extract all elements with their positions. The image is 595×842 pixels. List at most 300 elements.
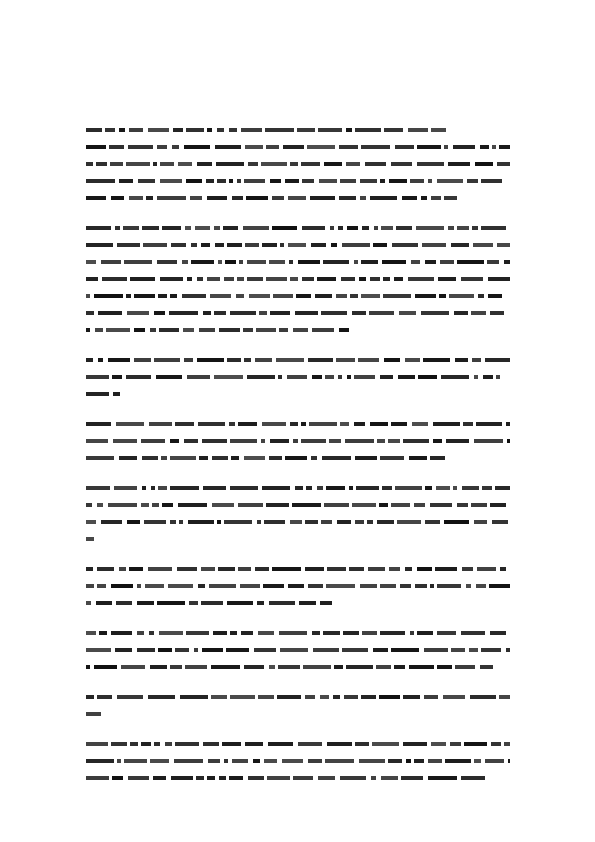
text-line — [86, 736, 510, 753]
word-mark — [435, 567, 457, 571]
word-mark — [318, 128, 342, 132]
word-mark — [86, 759, 114, 763]
word-mark — [381, 226, 393, 230]
word-mark — [347, 375, 351, 379]
word-mark — [141, 439, 165, 443]
word-mark — [95, 328, 103, 332]
word-mark — [293, 439, 298, 443]
word-mark — [324, 503, 349, 507]
word-mark — [418, 375, 437, 379]
word-mark — [476, 584, 486, 588]
word-mark — [116, 601, 132, 605]
text-line — [86, 642, 510, 659]
word-mark — [369, 311, 394, 315]
word-mark — [203, 742, 219, 746]
word-mark — [296, 294, 311, 298]
word-mark — [202, 439, 227, 443]
word-mark — [497, 243, 510, 247]
word-mark — [379, 695, 400, 699]
word-mark — [241, 128, 262, 132]
word-mark — [94, 665, 117, 669]
word-mark — [481, 648, 501, 652]
word-mark — [134, 358, 151, 362]
word-mark — [416, 226, 444, 230]
text-line — [86, 271, 510, 288]
word-mark — [172, 145, 179, 149]
word-mark — [280, 648, 308, 652]
word-mark — [340, 776, 366, 780]
text-line — [86, 625, 510, 642]
word-mark — [355, 742, 369, 746]
word-mark — [415, 294, 436, 298]
word-mark — [270, 439, 289, 443]
word-mark — [389, 179, 407, 183]
word-mark — [305, 567, 324, 571]
word-mark — [311, 243, 326, 247]
word-mark — [174, 759, 203, 763]
word-mark — [86, 422, 111, 426]
word-mark — [254, 648, 276, 652]
word-mark — [301, 162, 320, 166]
word-mark — [128, 776, 149, 780]
word-mark — [349, 486, 353, 490]
word-mark — [119, 456, 137, 460]
word-mark — [457, 503, 468, 507]
word-mark — [424, 695, 438, 699]
word-mark — [177, 567, 197, 571]
word-mark — [217, 179, 226, 183]
word-mark — [444, 145, 448, 149]
word-mark — [346, 665, 373, 669]
word-mark — [227, 243, 242, 247]
word-mark — [301, 439, 326, 443]
word-mark — [423, 358, 450, 362]
word-mark — [499, 145, 510, 149]
word-mark — [285, 456, 307, 460]
word-mark — [474, 439, 503, 443]
word-mark — [245, 145, 263, 149]
word-mark — [86, 162, 93, 166]
word-mark — [169, 311, 198, 315]
word-mark — [183, 328, 194, 332]
word-mark — [430, 456, 445, 460]
word-mark — [175, 742, 199, 746]
word-mark — [334, 665, 343, 669]
word-mark — [395, 145, 414, 149]
word-mark — [295, 486, 303, 490]
word-mark — [373, 648, 388, 652]
word-mark — [179, 520, 183, 524]
text-line — [86, 352, 510, 369]
word-mark — [443, 695, 465, 699]
word-mark — [397, 520, 421, 524]
word-mark — [209, 584, 236, 588]
word-mark — [238, 567, 251, 571]
word-mark — [280, 243, 284, 247]
word-mark — [299, 601, 316, 605]
word-mark — [273, 294, 293, 298]
word-mark — [490, 631, 506, 635]
word-mark — [211, 695, 227, 699]
word-mark — [354, 375, 375, 379]
word-mark — [400, 584, 411, 588]
word-mark — [417, 145, 441, 149]
word-mark — [297, 128, 315, 132]
word-mark — [151, 486, 155, 490]
word-mark — [114, 486, 137, 490]
word-mark — [361, 260, 378, 264]
paragraph — [86, 689, 510, 723]
word-mark — [101, 260, 121, 264]
word-mark — [451, 648, 465, 652]
word-mark — [144, 520, 166, 524]
text-line — [86, 220, 510, 237]
word-mark — [101, 520, 122, 524]
word-mark — [255, 567, 269, 571]
word-mark — [129, 567, 143, 571]
word-mark — [380, 375, 393, 379]
word-mark — [247, 375, 275, 379]
word-mark — [257, 520, 261, 524]
word-mark — [360, 584, 377, 588]
word-mark — [224, 759, 228, 763]
word-mark — [444, 196, 457, 200]
word-mark — [186, 631, 209, 635]
word-mark — [391, 648, 419, 652]
word-mark — [196, 776, 204, 780]
word-mark — [162, 226, 181, 230]
word-mark — [266, 503, 289, 507]
word-mark — [327, 742, 352, 746]
word-mark — [489, 584, 510, 588]
word-mark — [119, 128, 125, 132]
paragraph — [86, 480, 510, 548]
word-mark — [186, 179, 202, 183]
word-mark — [173, 128, 183, 132]
word-mark — [189, 601, 198, 605]
word-mark — [261, 439, 265, 443]
word-mark — [417, 162, 444, 166]
word-mark — [361, 145, 390, 149]
word-mark — [345, 439, 374, 443]
text-line — [86, 689, 510, 706]
word-mark — [86, 486, 110, 490]
word-mark — [428, 776, 457, 780]
word-mark — [157, 601, 185, 605]
word-mark — [119, 179, 133, 183]
word-mark — [491, 742, 501, 746]
word-mark — [485, 759, 504, 763]
word-mark — [201, 601, 223, 605]
word-mark — [198, 584, 205, 588]
word-mark — [411, 260, 420, 264]
word-mark — [290, 162, 298, 166]
word-mark — [229, 422, 235, 426]
word-mark — [329, 439, 341, 443]
word-mark — [270, 311, 290, 315]
text-line — [86, 322, 510, 339]
word-mark — [153, 162, 157, 166]
word-mark — [437, 179, 463, 183]
word-mark — [302, 277, 314, 281]
word-mark — [264, 759, 277, 763]
word-mark — [277, 695, 301, 699]
word-mark — [330, 226, 334, 230]
word-mark — [154, 742, 160, 746]
word-mark — [199, 456, 208, 460]
word-mark — [270, 179, 281, 183]
word-mark — [422, 243, 446, 247]
word-mark — [279, 328, 288, 332]
word-mark — [214, 311, 226, 315]
word-mark — [339, 328, 349, 332]
word-mark — [253, 759, 260, 763]
word-mark — [285, 179, 299, 183]
word-mark — [492, 520, 508, 524]
word-mark — [245, 243, 259, 247]
word-mark — [86, 328, 90, 332]
word-mark — [202, 648, 223, 652]
word-mark — [425, 486, 432, 490]
word-mark — [158, 648, 172, 652]
word-mark — [117, 695, 143, 699]
word-mark — [325, 375, 334, 379]
word-mark — [266, 277, 287, 281]
word-mark — [86, 179, 115, 183]
word-mark — [319, 179, 337, 183]
word-mark — [324, 162, 342, 166]
word-mark — [230, 311, 256, 315]
word-mark — [405, 358, 420, 362]
word-mark — [310, 196, 335, 200]
word-mark — [86, 260, 96, 264]
word-mark — [185, 226, 191, 230]
word-mark — [236, 294, 244, 298]
word-mark — [439, 294, 446, 298]
word-mark — [480, 145, 489, 149]
word-mark — [161, 456, 167, 460]
word-mark — [99, 631, 107, 635]
word-mark — [126, 375, 151, 379]
word-mark — [508, 759, 510, 763]
word-mark — [298, 260, 320, 264]
word-mark — [190, 196, 202, 200]
word-mark — [255, 358, 272, 362]
word-mark — [106, 328, 130, 332]
word-mark — [86, 439, 108, 443]
word-mark — [217, 520, 221, 524]
word-mark — [98, 311, 122, 315]
word-mark — [358, 358, 379, 362]
word-mark — [224, 520, 252, 524]
word-mark — [360, 196, 366, 200]
word-mark — [86, 631, 96, 635]
word-mark — [148, 695, 175, 699]
word-mark — [230, 631, 237, 635]
word-mark — [191, 260, 214, 264]
text-line — [86, 237, 510, 254]
word-mark — [243, 226, 269, 230]
word-mark — [185, 665, 207, 669]
word-mark — [342, 243, 370, 247]
word-mark — [488, 277, 510, 281]
word-mark — [438, 277, 456, 281]
word-mark — [399, 311, 416, 315]
word-mark — [86, 520, 96, 524]
word-mark — [171, 243, 186, 247]
word-mark — [312, 375, 322, 379]
word-mark — [506, 648, 510, 652]
word-mark — [368, 567, 385, 571]
word-mark — [269, 601, 295, 605]
text-line — [86, 305, 510, 322]
word-mark — [367, 520, 373, 524]
word-mark — [86, 392, 109, 396]
word-mark — [379, 503, 388, 507]
word-mark — [482, 486, 492, 490]
word-mark — [343, 631, 359, 635]
word-mark — [301, 422, 306, 426]
word-mark — [150, 328, 156, 332]
word-mark — [214, 226, 220, 230]
word-mark — [394, 277, 403, 281]
word-mark — [267, 776, 290, 780]
word-mark — [207, 277, 220, 281]
word-mark — [97, 567, 114, 571]
word-mark — [148, 567, 172, 571]
word-mark — [121, 665, 145, 669]
word-mark — [448, 226, 454, 230]
word-mark — [245, 742, 263, 746]
word-mark — [485, 358, 510, 362]
word-mark — [130, 742, 138, 746]
word-mark — [457, 260, 484, 264]
word-mark — [86, 294, 90, 298]
word-mark — [430, 584, 434, 588]
word-mark — [142, 456, 158, 460]
word-mark — [237, 277, 244, 281]
text-line — [86, 369, 510, 386]
word-mark — [338, 375, 342, 379]
word-mark — [175, 422, 194, 426]
text-line — [86, 450, 510, 467]
word-mark — [306, 486, 312, 490]
word-mark — [201, 567, 215, 571]
word-mark — [453, 145, 475, 149]
word-mark — [130, 277, 155, 281]
word-mark — [293, 328, 308, 332]
word-mark — [295, 311, 318, 315]
word-mark — [170, 456, 196, 460]
word-mark — [472, 358, 481, 362]
word-mark — [354, 422, 365, 426]
word-mark — [246, 196, 268, 200]
word-mark — [152, 503, 159, 507]
word-mark — [86, 311, 94, 315]
word-mark — [224, 277, 234, 281]
word-mark — [440, 260, 454, 264]
word-mark — [158, 486, 167, 490]
word-mark — [488, 294, 502, 298]
word-mark — [146, 196, 153, 200]
word-mark — [180, 695, 208, 699]
word-mark — [506, 422, 510, 426]
paragraph — [86, 736, 510, 787]
word-mark — [417, 631, 433, 635]
word-mark — [406, 759, 411, 763]
word-mark — [309, 422, 337, 426]
word-mark — [476, 422, 502, 426]
word-mark — [157, 196, 186, 200]
word-mark — [128, 145, 153, 149]
word-mark — [171, 776, 193, 780]
word-mark — [383, 294, 411, 298]
word-mark — [232, 759, 248, 763]
word-mark — [170, 439, 179, 443]
word-mark — [448, 162, 470, 166]
word-mark — [289, 260, 293, 264]
word-mark — [323, 260, 349, 264]
word-mark — [225, 260, 236, 264]
word-mark — [86, 665, 90, 669]
text-line — [86, 190, 510, 207]
text-line — [86, 659, 510, 676]
word-mark — [149, 422, 172, 426]
word-mark — [215, 145, 241, 149]
word-mark — [374, 226, 378, 230]
word-mark — [217, 128, 224, 132]
word-mark — [244, 456, 265, 460]
word-mark — [315, 294, 332, 298]
word-mark — [430, 503, 452, 507]
text-line — [86, 156, 510, 173]
word-mark — [339, 145, 358, 149]
word-mark — [113, 439, 137, 443]
text-line — [86, 753, 510, 770]
word-mark — [86, 277, 98, 281]
word-mark — [302, 179, 314, 183]
word-mark — [475, 162, 493, 166]
word-mark — [222, 742, 241, 746]
word-mark — [455, 358, 468, 362]
word-mark — [239, 260, 243, 264]
word-mark — [347, 226, 358, 230]
word-mark — [338, 226, 343, 230]
word-mark — [360, 179, 377, 183]
word-mark — [362, 631, 377, 635]
word-mark — [230, 439, 257, 443]
word-mark — [462, 567, 473, 571]
word-mark — [495, 486, 510, 490]
text-line — [86, 514, 510, 531]
text-line — [86, 254, 510, 271]
word-mark — [483, 375, 493, 379]
word-mark — [268, 742, 293, 746]
word-mark — [191, 243, 197, 247]
word-mark — [159, 631, 183, 635]
word-mark — [272, 196, 284, 200]
text-line — [86, 416, 510, 433]
word-mark — [266, 145, 279, 149]
word-mark — [188, 520, 214, 524]
word-mark — [229, 776, 243, 780]
word-mark — [372, 742, 399, 746]
word-mark — [113, 392, 120, 396]
word-mark — [168, 584, 193, 588]
word-mark — [160, 277, 183, 281]
word-mark — [213, 631, 227, 635]
word-mark — [214, 375, 243, 379]
